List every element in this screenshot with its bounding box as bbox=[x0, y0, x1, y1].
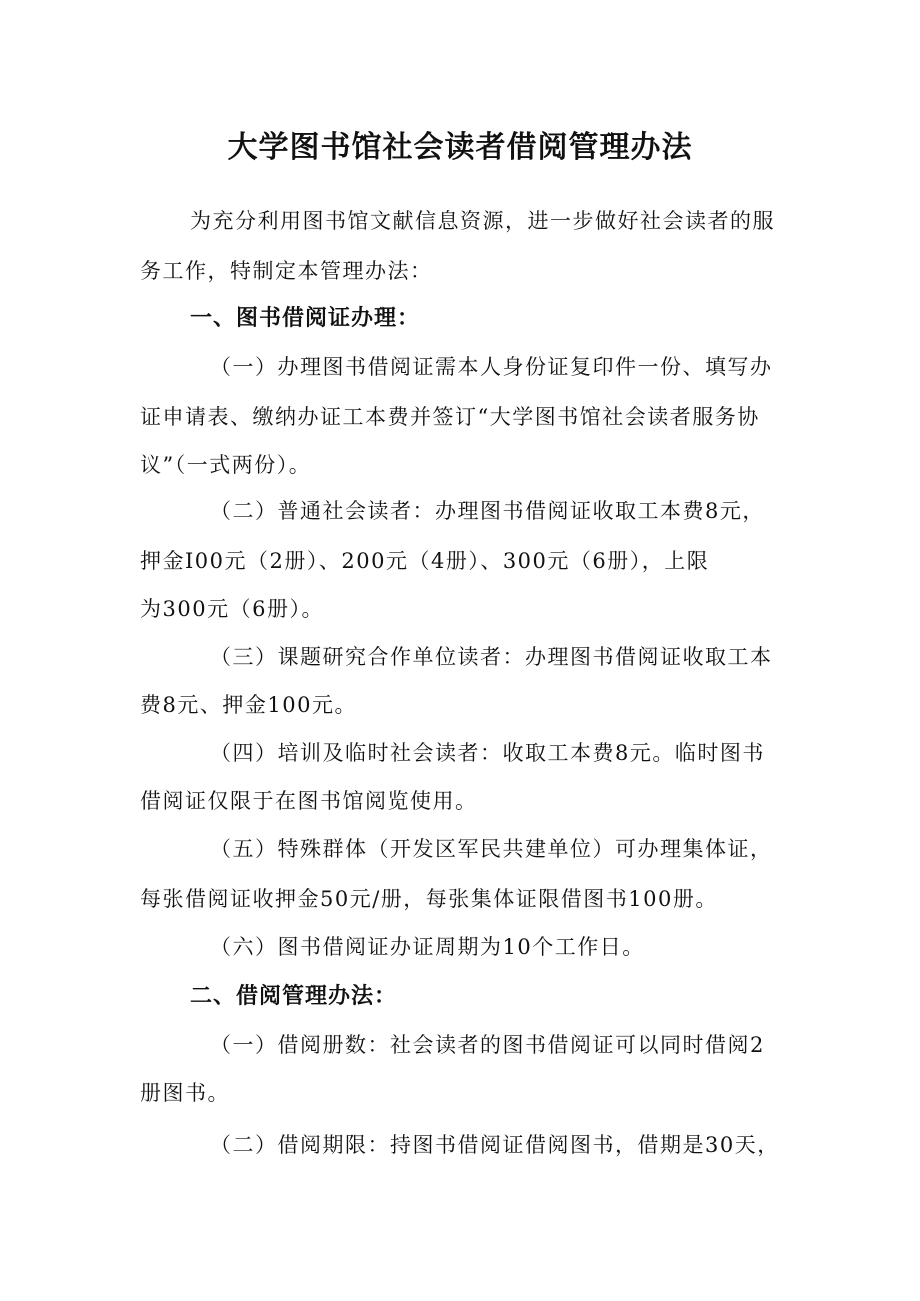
s1-item1-line1: （一）办理图书借阅证需本人身份证复印件一份、填写办 bbox=[210, 355, 773, 379]
s1-item3-line2: 费8元、押金100元。 bbox=[140, 693, 357, 717]
intro-line-1: 为充分利用图书馆文献信息资源，进一步做好社会读者的服 bbox=[190, 209, 775, 233]
section-2-heading: 二、借阅管理办法： bbox=[190, 984, 398, 1009]
s2-item2-line1: （二）借阅期限：持图书借阅证借阅图书，借期是30天， bbox=[210, 1133, 780, 1157]
s1-item5-line1: （五）特殊群体（开发区军民共建单位）可办理集体证， bbox=[210, 837, 773, 861]
s1-item4-line2: 借阅证仅限于在图书馆阅览使用。 bbox=[140, 789, 478, 813]
s2-item1-line1: （一）借阅册数：社会读者的图书借阅证可以同时借阅2 bbox=[210, 1033, 765, 1057]
intro-line-2: 务工作，特制定本管理办法： bbox=[140, 259, 433, 283]
s1-item5-line2: 每张借阅证收押金50元/册，每张集体证限借图书100册。 bbox=[140, 887, 718, 911]
s1-item4-line1: （四）培训及临时社会读者：收取工本费8元。临时图书 bbox=[210, 741, 765, 765]
s1-item2-line3: 为300元（6册）。 bbox=[140, 597, 324, 621]
s1-item2-line1: （二）普通社会读者：办理图书借阅证收取工本费8元， bbox=[210, 499, 765, 523]
s1-item6-line1: （六）图书借阅证办证周期为10个工作日。 bbox=[210, 935, 645, 959]
s2-item1-line2: 册图书。 bbox=[140, 1081, 230, 1105]
section-1-heading: 一、图书借阅证办理： bbox=[190, 306, 421, 331]
s1-item2-line2: 押金I00元（2册）、200元（4册）、300元（6册），上限 bbox=[140, 549, 710, 573]
document-title: 大学图书馆社会读者借阅管理办法 bbox=[227, 130, 693, 165]
s1-item1-line2: 证申请表、缴纳办证工本费并签订“大学图书馆社会读者服务协 bbox=[140, 405, 760, 429]
s1-item3-line1: （三）课题研究合作单位读者：办理图书借阅证收取工本 bbox=[210, 645, 773, 669]
s1-item1-line3: 议”（一式两份）。 bbox=[140, 453, 312, 477]
